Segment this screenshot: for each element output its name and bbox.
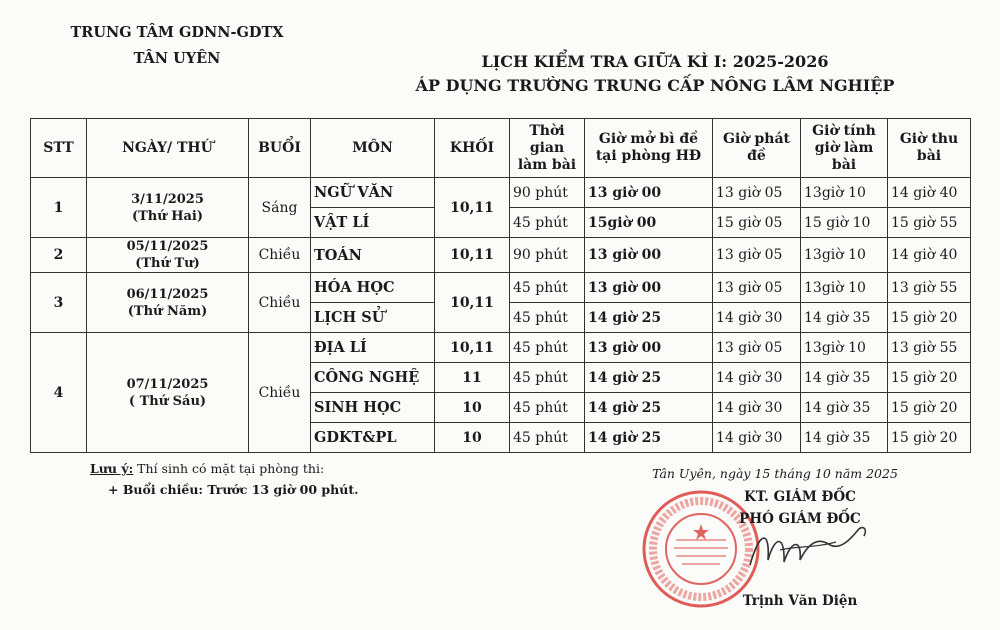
start-time-cell: 14 giờ 35 <box>801 393 888 423</box>
signature-title-1: KT. GIÁM ĐỐC <box>744 489 856 505</box>
grade-cell: 10,11 <box>435 238 510 273</box>
weekday-value: (Thứ Hai) <box>131 208 204 224</box>
distribute-time-cell: 14 giờ 30 <box>713 363 801 393</box>
start-time-cell: 13giờ 10 <box>801 333 888 363</box>
signature-place-date: Tân Uyên, ngày 15 tháng 10 năm 2025 <box>652 466 898 481</box>
stt-cell: 2 <box>31 238 87 273</box>
collect-time-cell: 13 giờ 55 <box>888 333 971 363</box>
session-cell: Chiều <box>249 238 311 273</box>
open-time-cell: 13 giờ 00 <box>585 333 713 363</box>
header-stt: STT <box>31 119 87 178</box>
collect-time-cell: 15 giờ 20 <box>888 423 971 453</box>
weekday-value: ( Thứ Sáu) <box>128 393 207 409</box>
collect-time-cell: 13 giờ 55 <box>888 273 971 303</box>
duration-cell: 90 phút <box>510 238 585 273</box>
title-line-1: LỊCH KIỂM TRA GIỮA KÌ I: 2025-2026 <box>481 52 829 71</box>
start-time-cell: 14 giờ 35 <box>801 363 888 393</box>
grade-cell: 11 <box>435 363 510 393</box>
date-value: 07/11/2025 <box>126 376 209 392</box>
open-time-cell: 14 giờ 25 <box>585 423 713 453</box>
duration-cell: 45 phút <box>510 423 585 453</box>
grade-cell: 10,11 <box>435 178 510 238</box>
date-value: 05/11/2025 <box>126 239 209 254</box>
open-time-cell: 15giờ 00 <box>585 208 713 238</box>
date-cell <box>87 333 249 453</box>
subject-cell: ĐỊA LÍ <box>311 333 435 363</box>
document-title <box>330 50 980 98</box>
collect-time-cell: 15 giờ 20 <box>888 363 971 393</box>
open-time-cell: 14 giờ 25 <box>585 363 713 393</box>
note-label: Lưu ý: <box>90 461 134 476</box>
org-name: TRUNG TÂM GDNN-GDTX <box>70 24 284 41</box>
date-value: 06/11/2025 <box>126 286 209 302</box>
duration-cell: 45 phút <box>510 303 585 333</box>
distribute-time-cell: 14 giờ 30 <box>713 423 801 453</box>
header-date: NGÀY/ THỨ <box>87 119 249 178</box>
distribute-time-cell: 13 giờ 05 <box>713 238 801 273</box>
header-distribute: Giờ phát đề <box>713 119 801 178</box>
header-start: Giờ tính giờ làm bài <box>801 119 888 178</box>
stt-cell: 4 <box>31 333 87 453</box>
header-subject: MÔN <box>311 119 435 178</box>
collect-time-cell: 14 giờ 40 <box>888 238 971 273</box>
org-location: TÂN UYÊN <box>133 50 221 67</box>
collect-time-cell: 15 giờ 20 <box>888 303 971 333</box>
subject-cell: TOÁN <box>311 238 435 273</box>
distribute-time-cell: 15 giờ 05 <box>713 208 801 238</box>
weekday-value: (Thứ Năm) <box>127 303 208 319</box>
grade-cell: 10 <box>435 423 510 453</box>
duration-cell: 45 phút <box>510 273 585 303</box>
open-time-cell: 13 giờ 00 <box>585 238 713 273</box>
start-time-cell: 13giờ 10 <box>801 178 888 208</box>
session-cell: Chiều <box>249 333 311 453</box>
header-collect: Giờ thu bài <box>888 119 971 178</box>
grade-cell: 10,11 <box>435 273 510 333</box>
collect-time-cell: 15 giờ 20 <box>888 393 971 423</box>
grade-cell: 10 <box>435 393 510 423</box>
session-cell: Sáng <box>249 178 311 238</box>
subject-cell: VẬT LÍ <box>311 208 435 238</box>
distribute-time-cell: 14 giờ 30 <box>713 393 801 423</box>
subject-cell: SINH HỌC <box>311 393 435 423</box>
subject-cell: LỊCH SỬ <box>311 303 435 333</box>
date-cell <box>87 273 249 333</box>
duration-cell: 45 phút <box>510 208 585 238</box>
duration-cell: 90 phút <box>510 178 585 208</box>
header-open: Giờ mở bì đề tại phòng HĐ <box>585 119 713 178</box>
exam-schedule-table <box>30 118 971 453</box>
header-grade: KHỐI <box>435 119 510 178</box>
table-row <box>31 273 971 303</box>
note-text: Thí sinh có mặt tại phòng thi: <box>133 461 325 476</box>
title-line-2: ÁP DỤNG TRƯỜNG TRUNG CẤP NÔNG LÂM NGHIỆP <box>415 76 895 95</box>
open-time-cell: 13 giờ 00 <box>585 273 713 303</box>
duration-cell: 45 phút <box>510 393 585 423</box>
header-session: BUỔI <box>249 119 311 178</box>
stt-cell: 3 <box>31 273 87 333</box>
open-time-cell: 14 giờ 25 <box>585 393 713 423</box>
subject-cell: HÓA HỌC <box>311 273 435 303</box>
duration-cell: 45 phút <box>510 333 585 363</box>
start-time-cell: 14 giờ 35 <box>801 423 888 453</box>
distribute-time-cell: 13 giờ 05 <box>713 333 801 363</box>
signatory-name: Trịnh Văn Diện <box>742 593 858 609</box>
distribute-time-cell: 14 giờ 30 <box>713 303 801 333</box>
table-row <box>31 333 971 363</box>
subject-cell: CÔNG NGHỆ <box>311 363 435 393</box>
stt-cell: 1 <box>31 178 87 238</box>
date-cell <box>87 238 249 273</box>
collect-time-cell: 15 giờ 55 <box>888 208 971 238</box>
open-time-cell: 13 giờ 00 <box>585 178 713 208</box>
date-value: 3/11/2025 <box>131 191 204 207</box>
start-time-cell: 15 giờ 10 <box>801 208 888 238</box>
start-time-cell: 13giờ 10 <box>801 238 888 273</box>
signature-title-2: PHÓ GIÁM ĐỐC <box>739 511 861 527</box>
date-cell <box>87 178 249 238</box>
organization-header <box>62 20 292 72</box>
note-line-2: + Buổi chiều: Trước 13 giờ 00 phút. <box>108 482 359 497</box>
start-time-cell: 13giờ 10 <box>801 273 888 303</box>
weekday-value: (Thứ Tư) <box>135 256 200 271</box>
start-time-cell: 14 giờ 35 <box>801 303 888 333</box>
header-row <box>31 119 971 178</box>
open-time-cell: 14 giờ 25 <box>585 303 713 333</box>
session-cell: Chiều <box>249 273 311 333</box>
grade-cell: 10,11 <box>435 333 510 363</box>
collect-time-cell: 14 giờ 40 <box>888 178 971 208</box>
subject-cell: NGỮ VĂN <box>311 178 435 208</box>
duration-cell: 45 phút <box>510 363 585 393</box>
distribute-time-cell: 13 giờ 05 <box>713 178 801 208</box>
header-duration: Thời gian làm bài <box>510 119 585 178</box>
table-row <box>31 178 971 208</box>
distribute-time-cell: 13 giờ 05 <box>713 273 801 303</box>
subject-cell: GDKT&PL <box>311 423 435 453</box>
table-row <box>31 238 971 273</box>
note-line-1 <box>90 461 324 476</box>
